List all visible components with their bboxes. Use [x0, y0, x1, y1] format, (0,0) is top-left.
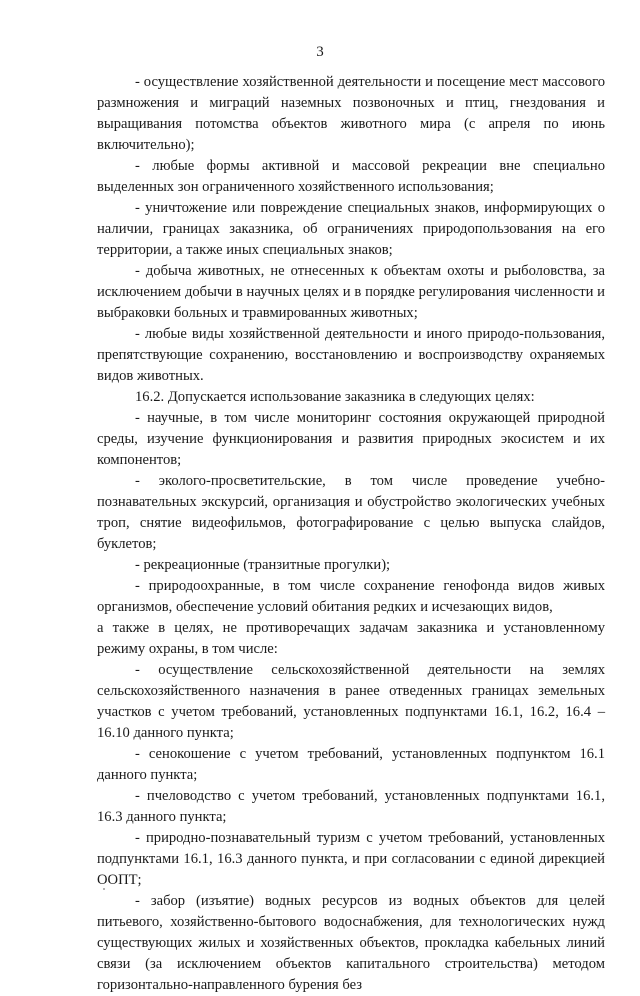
- paragraph-prohibition-breeding-areas: - осуществление хозяйственной деятельности и посещение мест массового размножения и миграций наземных позвоночных и птиц, гнездования и выращивания потомства объектов животного мира (с апреля по июнь включительно);: [97, 74, 605, 153]
- paragraph-allowed-conservation: - природоохранные, в том числе сохранение генофонда видов живых организмов, обеспечение условий обитания редких и исчезающих видов,: [97, 578, 605, 615]
- paragraph-allowed-water-intake: - забор (изъятие) водных ресурсов из водных объектов для целей питьевого, хозяйственно-бытового водоснабжения, для технологических нужд существующих жилых и хозяйственных объектов, прокладка кабельных линий связи (за исключением объектов капитального строительства) методом горизонтально-направленного бурения без: [97, 893, 605, 993]
- paragraph-allowed-scientific: - научные, в том числе мониторинг состояния окружающей природной среды, изучение функционирования и развития природных экосистем и их компонентов;: [97, 410, 605, 468]
- paragraph-other-purposes: а также в целях, не противоречащих задачам заказника и установленному режиму охраны, в том числе:: [97, 620, 605, 657]
- paragraph-prohibition-hunting: - добыча животных, не отнесенных к объектам охоты и рыболовства, за исключением добычи в научных целях и в порядке регулирования численности и выбраковки больных и травмированных животных;: [97, 263, 605, 321]
- page-number: 3: [316, 44, 324, 60]
- paragraph-section-16-2: 16.2. Допускается использование заказника в следующих целях:: [135, 389, 535, 405]
- paragraph-allowed-beekeeping: - пчеловодство с учетом требований, установленных подпунктами 16.1, 16.3 данного пункта;: [97, 788, 605, 825]
- paragraph-allowed-agriculture: - осуществление сельскохозяйственной деятельности на землях сельскохозяйственного назначения в ранее отведенных границах земельных участков с учетом требований, установленных подпунктами 16.1, 16.2, 16.4 – 16.10 данного пункта;: [97, 662, 605, 741]
- paragraph-allowed-recreational: - рекреационные (транзитные прогулки);: [135, 557, 391, 573]
- paragraph-prohibition-economic-activity: - любые виды хозяйственной деятельности и иного природо-пользования, препятствующие сохранению, восстановлению и воспроизводству охраняемых видов животных.: [97, 326, 605, 384]
- paragraph-allowed-tourism: - природно-познавательный туризм с учетом требований, установленных подпунктами 16.1, 16.3 данного пункта, и при согласовании с единой дирекцией ООПТ;: [97, 830, 605, 888]
- paragraph-allowed-educational: - эколого-просветительские, в том числе проведение учебно-познавательных экскурсий, организация и обустройство экологических учебных троп, снятие видеофильмов, фотографирование с целью выпуска слайдов, буклетов;: [97, 473, 605, 552]
- paragraph-allowed-haymaking: - сенокошение с учетом требований, установленных подпунктом 16.1 данного пункта;: [97, 746, 605, 783]
- paragraph-prohibition-recreation: - любые формы активной и массовой рекреации вне специально выделенных зон ограниченного хозяйственного использования;: [97, 158, 605, 195]
- document-body: [97, 72, 605, 996]
- paragraph-prohibition-signs: - уничтожение или повреждение специальных знаков, информирующих о наличии, границах заказника, об ограничениях природопользования на его территории, а также иных специальных знаков;: [97, 200, 605, 258]
- scan-artifact: [103, 888, 105, 890]
